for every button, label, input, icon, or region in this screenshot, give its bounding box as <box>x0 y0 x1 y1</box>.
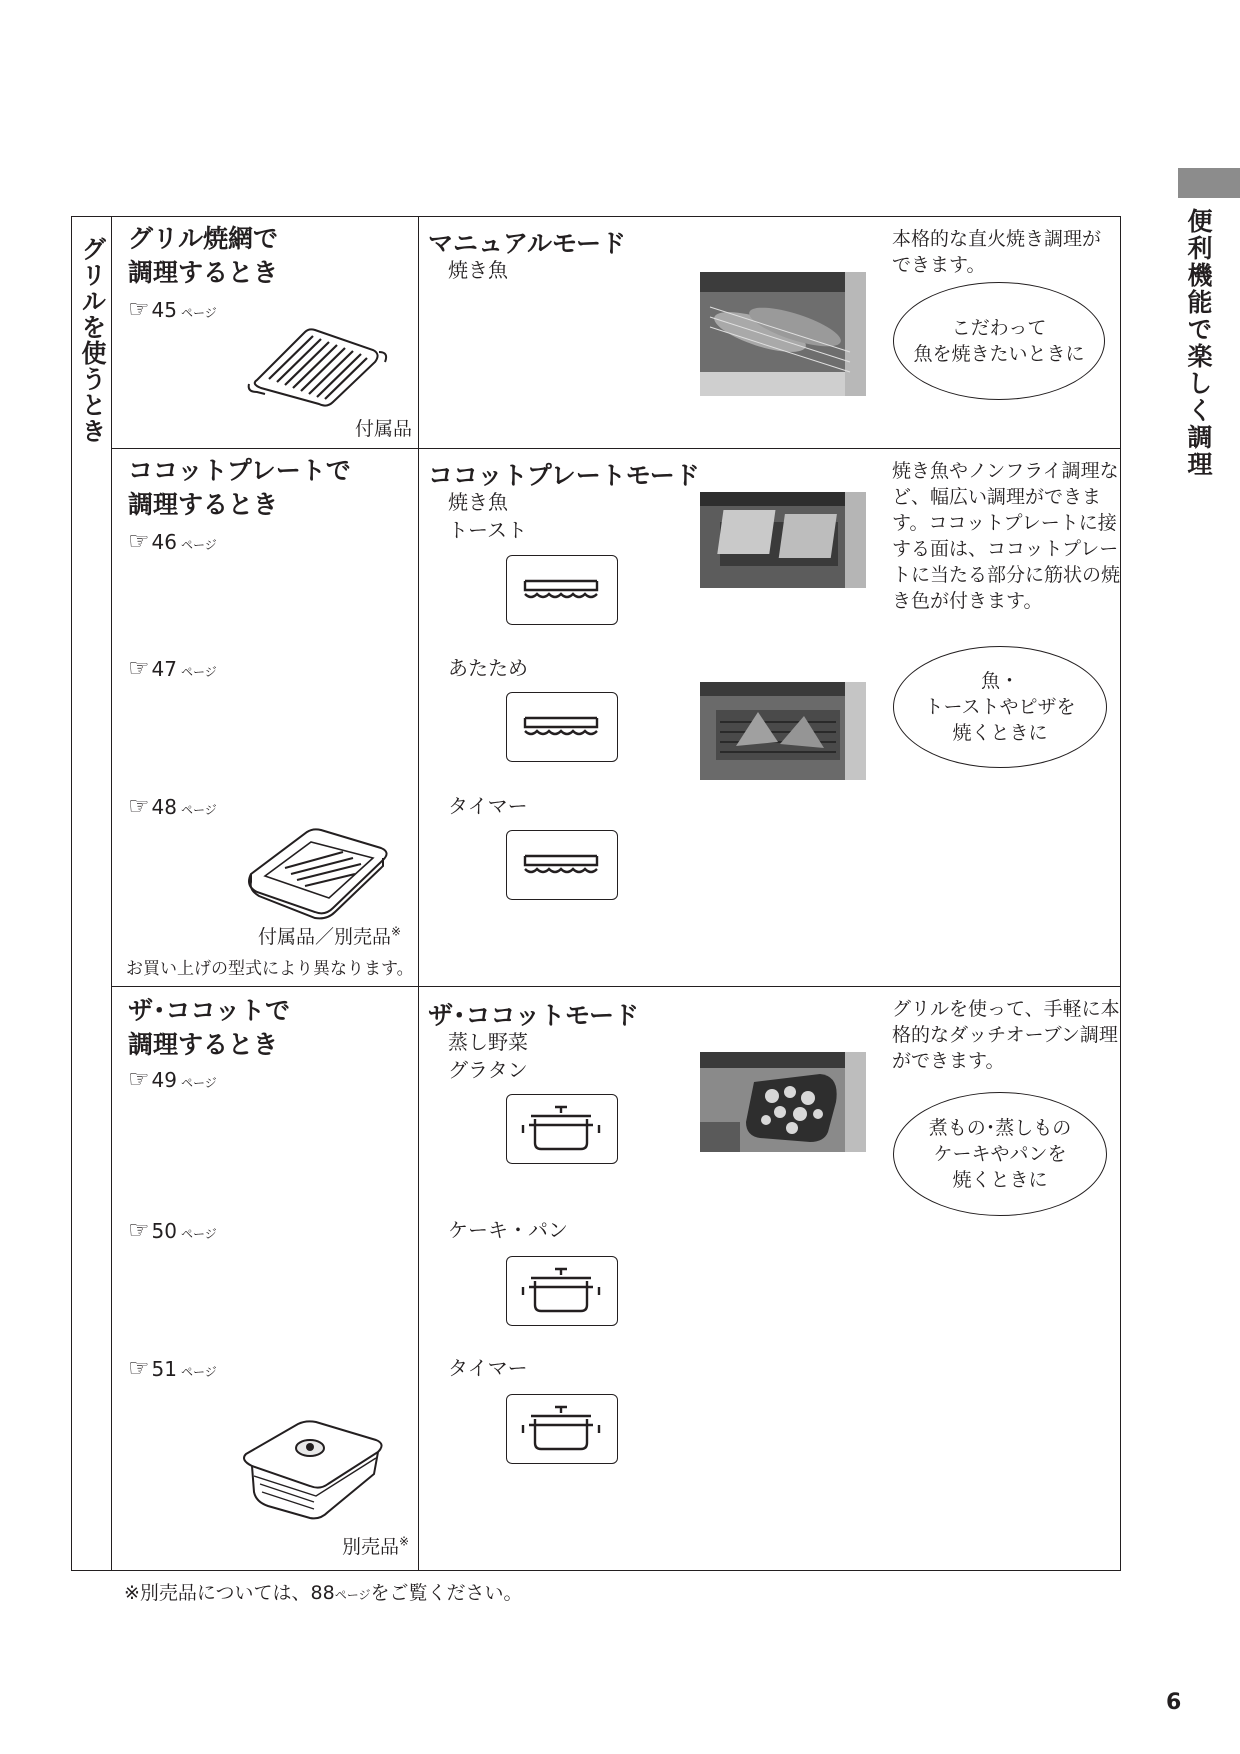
mode-button[interactable] <box>506 1094 618 1164</box>
menu-list: 焼き魚 トースト <box>448 490 527 542</box>
page-reference[interactable] <box>128 1354 217 1382</box>
page-reference[interactable] <box>128 295 217 323</box>
page-ref-number: 46 <box>151 530 177 554</box>
page-ref-number: 49 <box>151 1068 177 1092</box>
page-ref-number: 51 <box>151 1357 177 1381</box>
pointing-hand-icon: ☞ <box>128 1354 150 1382</box>
cocotte-plate-illustration <box>245 824 393 922</box>
menu-list: タイマー <box>448 794 528 818</box>
mode-button[interactable] <box>506 1394 618 1464</box>
pizza-photo <box>700 682 866 780</box>
section-tab-marker <box>1178 168 1240 198</box>
page-ref-unit: ページ <box>180 665 217 679</box>
page-ref-number: 48 <box>151 795 177 819</box>
footnote-text-end: をご覧ください。 <box>370 1582 523 1604</box>
table-row-divider-1 <box>111 448 1121 449</box>
grill-rack-illustration <box>245 322 390 410</box>
mode-description: 本格的な直火焼き調理ができます。 <box>892 228 1102 276</box>
mode-title: マニュアルモード <box>428 229 627 258</box>
usage-bubble: 魚・ トーストやピザを 焼くときに <box>893 646 1107 768</box>
mode-description: グリルを使って、手軽に本格的なダッチオーブン調理ができます。 <box>892 998 1120 1072</box>
section-title-line: 調理するとき <box>128 1030 279 1059</box>
page-ref-unit: ページ <box>180 306 217 320</box>
pointing-hand-icon: ☞ <box>128 792 150 820</box>
footnote <box>124 1578 523 1605</box>
page-reference[interactable] <box>128 1065 217 1093</box>
mode-button[interactable] <box>506 830 618 900</box>
accessory-caption: 付属品／別売品 <box>258 926 392 948</box>
menu-list: 蒸し野菜 グラタン <box>448 1030 528 1082</box>
menu-list: タイマー <box>448 1356 528 1380</box>
usage-bubble: 煮もの･蒸しもの ケーキやパンを 焼くときに <box>893 1092 1107 1216</box>
toast-photo <box>700 492 866 588</box>
cocotte-pot-icon <box>507 1257 615 1323</box>
page-reference[interactable] <box>128 654 217 682</box>
page-ref-number: 47 <box>151 657 177 681</box>
footnote-text: ※別売品については、88 <box>124 1582 335 1604</box>
cocotte-plate-icon <box>507 556 615 622</box>
mode-title: ザ･ココットモード <box>428 1001 640 1030</box>
cocotte-pot-icon <box>507 1095 615 1161</box>
grilled-fish-photo <box>700 272 866 396</box>
pointing-hand-icon: ☞ <box>128 1065 150 1093</box>
accessory-note: お買い上げの型式により異なります。 <box>126 959 414 979</box>
accessory-caption: 別売品 <box>342 1536 400 1558</box>
pointing-hand-icon: ☞ <box>128 527 150 555</box>
section-title-line: 調理するとき <box>128 258 279 287</box>
table-divider-columns <box>418 216 419 1571</box>
section-title <box>128 222 278 290</box>
cocotte-pot-icon <box>507 1395 615 1461</box>
section-title-line: ココットプレートで <box>128 456 351 485</box>
section-title-line: 調理するとき <box>128 490 279 519</box>
page-reference[interactable] <box>128 527 217 555</box>
mode-button[interactable] <box>506 692 618 762</box>
mode-title: ココットプレートモード <box>428 461 700 490</box>
table-divider-label <box>111 216 112 1571</box>
page-reference[interactable] <box>128 792 217 820</box>
cocotte-plate-icon <box>507 831 615 897</box>
page-ref-unit: ページ <box>180 538 217 552</box>
menu-list: 焼き魚 <box>448 258 508 282</box>
section-title-line: グリル焼網で <box>128 224 279 253</box>
page-reference[interactable] <box>128 1216 217 1244</box>
accessory-caption: 付属品 <box>355 418 413 440</box>
accessory-mark: ※ <box>399 1534 410 1549</box>
mode-button[interactable] <box>506 555 618 625</box>
pointing-hand-icon: ☞ <box>128 1216 150 1244</box>
accessory-mark: ※ <box>391 924 402 939</box>
mode-button[interactable] <box>506 1256 618 1326</box>
cocotte-pot-illustration <box>238 1414 388 1520</box>
page-ref-unit: ページ <box>180 1227 217 1241</box>
page-ref-unit: ページ <box>180 1365 217 1379</box>
pointing-hand-icon: ☞ <box>128 295 150 323</box>
accessory-caption-group <box>342 1532 409 1559</box>
pointing-hand-icon: ☞ <box>128 654 150 682</box>
page-number: 6 <box>1166 1690 1182 1715</box>
page-ref-unit: ページ <box>180 1076 217 1090</box>
usage-bubble: こだわって 魚を焼きたいときに <box>893 282 1105 400</box>
side-section-title: 便利機能で楽しく調理 <box>1184 208 1213 478</box>
accessory-caption-group <box>258 922 401 949</box>
page-ref-number: 45 <box>151 298 177 322</box>
row-label: グリルを使うとき <box>78 236 107 444</box>
section-title <box>128 454 351 522</box>
page-ref-unit: ページ <box>180 803 217 817</box>
mode-description: 焼き魚やノンフライ調理など、幅広い調理ができます。ココットプレートに接する面は、ココットプレートに当たる部分に筋状の焼き色が付きます。 <box>892 460 1121 612</box>
menu-list: あたため <box>448 656 528 680</box>
cocotte-plate-icon <box>507 693 615 759</box>
table-row-divider-2 <box>111 986 1121 987</box>
roasted-vegetables-photo <box>700 1052 866 1152</box>
section-title <box>128 994 290 1062</box>
menu-list: ケーキ・パン <box>448 1218 568 1242</box>
footnote-unit: ページ <box>334 1588 371 1602</box>
section-title-line: ザ･ココットで <box>128 996 291 1025</box>
page-ref-number: 50 <box>151 1219 177 1243</box>
